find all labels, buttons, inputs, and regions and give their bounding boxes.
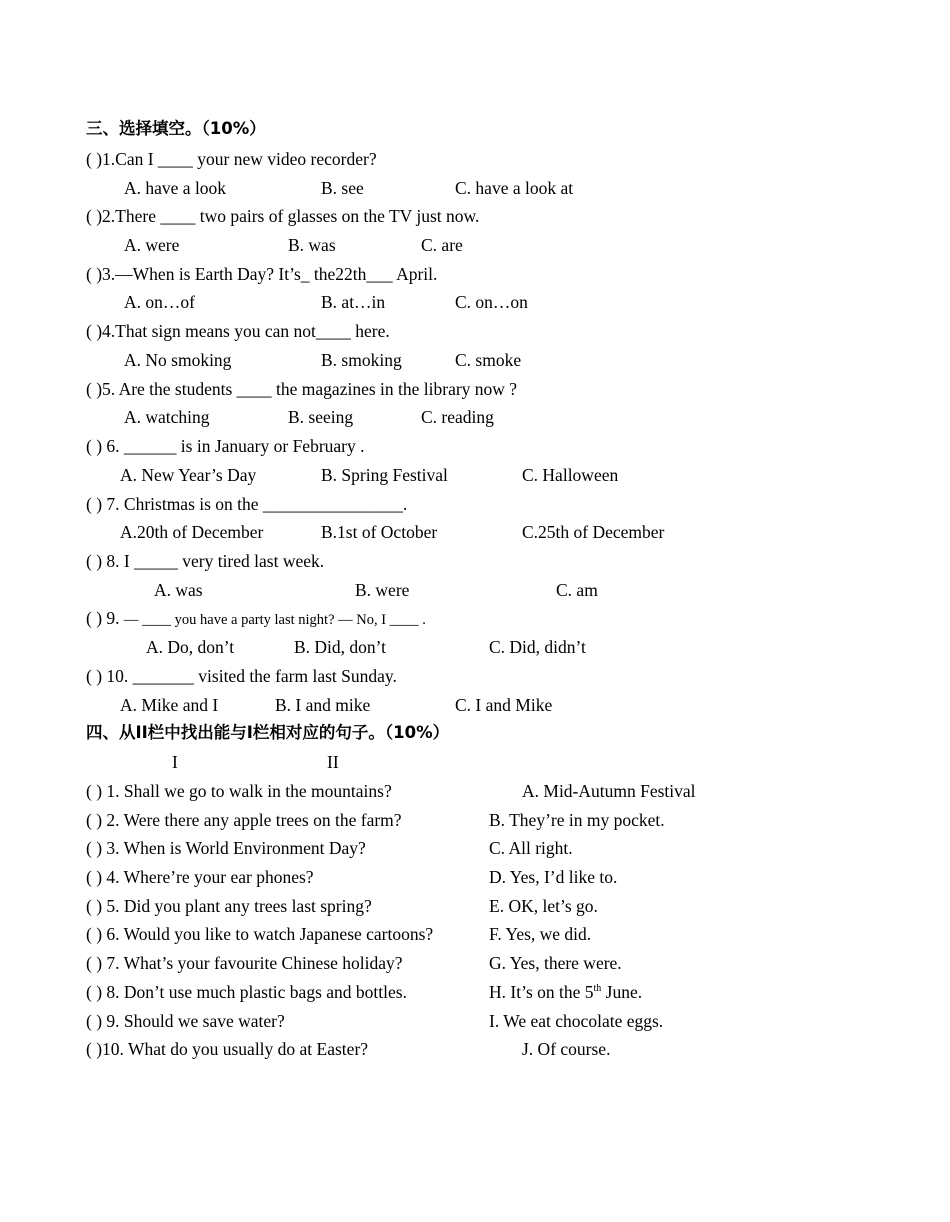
question-10-option-a: A. Mike and I [120,695,219,715]
match-row-6-right: F. Yes, we did. [489,924,592,944]
match-row-5-left: ( ) 5. Did you plant any trees last spring? [86,896,372,916]
question-2-option-b: B. was [288,235,336,255]
question-7-option-a: A.20th of December [120,522,264,542]
column-i-header: I [172,752,178,772]
match-row-6-left: ( ) 6. Would you like to watch Japanese cartoons? [86,924,434,944]
match-row-3-left: ( ) 3. When is World Environment Day? [86,838,366,858]
question-9-stem [86,607,426,631]
question-8-option-b: B. were [355,580,410,600]
question-6-option-b: B. Spring Festival [321,465,448,485]
question-3-option-a: A. on…of [124,292,195,312]
match-row-7-left: ( ) 7. What’s your favourite Chinese holiday? [86,953,403,973]
match-row-8-right-pre: H. It’s on the 5 [489,982,594,1002]
question-10-option-c: C. I and Mike [455,695,553,715]
match-row-8-right-sup: th [593,983,602,995]
column-ii-header: II [327,752,339,772]
question-5-option-a: A. watching [124,407,210,427]
question-1-option-c: C. have a look at [455,178,574,198]
match-row-3-right: C. All right. [489,838,573,858]
match-row-1-left: ( ) 1. Shall we go to walk in the mountains? [86,781,392,801]
question-4-option-c: C. smoke [455,350,522,370]
match-row-5-right: E. OK, let’s go. [489,896,598,916]
match-row-7-right: G. Yes, there were. [489,953,622,973]
question-9-number: ( ) 9. [86,608,124,628]
question-6-option-c: C. Halloween [522,465,619,485]
question-8-option-a: A. was [154,580,203,600]
section-3-heading: 三、选择填空。（10%） [86,119,266,138]
match-row-9-right: I. We eat chocolate eggs. [489,1011,664,1031]
question-9-option-c: C. Did, didn’t [489,637,586,657]
question-10-stem: ( ) 10. _______ visited the farm last Sunday. [86,666,397,686]
question-1-option-a: A. have a look [124,178,227,198]
match-row-8-right [489,981,642,1003]
question-2-stem: ( )2.There ____ two pairs of glasses on the TV just now. [86,206,480,226]
question-6-stem: ( ) 6. ______ is in January or February . [86,436,365,456]
match-row-4-right: D. Yes, I’d like to. [489,867,618,887]
question-9-dialogue: — ____ you have a party last night? — No, I ____ . [123,612,426,628]
question-1-option-b: B. see [321,178,364,198]
match-row-8-right-post: June. [601,982,643,1002]
match-row-1-right: A. Mid-Autumn Festival [522,781,696,801]
question-2-option-c: C. are [421,235,463,255]
question-3-option-c: C. on…on [455,292,528,312]
question-5-option-b: B. seeing [288,407,354,427]
question-7-option-c: C.25th of December [522,522,665,542]
question-8-stem: ( ) 8. I _____ very tired last week. [86,551,325,571]
question-1-stem: ( )1.Can I ____ your new video recorder? [86,149,377,169]
question-10-option-b: B. I and mike [275,695,371,715]
question-4-option-a: A. No smoking [124,350,232,370]
question-4-stem: ( )4.That sign means you can not____ here. [86,321,390,341]
question-7-stem: ( ) 7. Christmas is on the ________________. [86,494,408,514]
question-5-stem: ( )5. Are the students ____ the magazines in the library now ? [86,379,518,399]
question-9-option-a: A. Do, don’t [146,637,235,657]
match-row-2-right: B. They’re in my pocket. [489,810,665,830]
question-8-option-c: C. am [556,580,598,600]
question-2-option-a: A. were [124,235,180,255]
question-3-option-b: B. at…in [321,292,386,312]
match-row-2-left: ( ) 2. Were there any apple trees on the farm? [86,810,402,830]
question-7-option-b: B.1st of October [321,522,438,542]
match-row-10-left: ( )10. What do you usually do at Easter? [86,1039,369,1059]
question-3-stem: ( )3.—When is Earth Day? It’s_ the22th___ April. [86,264,438,284]
question-4-option-b: B. smoking [321,350,402,370]
match-row-10-right: J. Of course. [522,1039,611,1059]
match-row-4-left: ( ) 4. Where’re your ear phones? [86,867,314,887]
question-6-option-a: A. New Year’s Day [120,465,257,485]
question-9-option-b: B. Did, don’t [294,637,387,657]
match-row-8-left: ( ) 8. Don’t use much plastic bags and bottles. [86,982,407,1002]
section-4-heading: 四、从II栏中找出能与I栏相对应的句子。（10%） [86,723,450,742]
question-5-option-c: C. reading [421,407,494,427]
match-row-9-left: ( ) 9. Should we save water? [86,1011,285,1031]
